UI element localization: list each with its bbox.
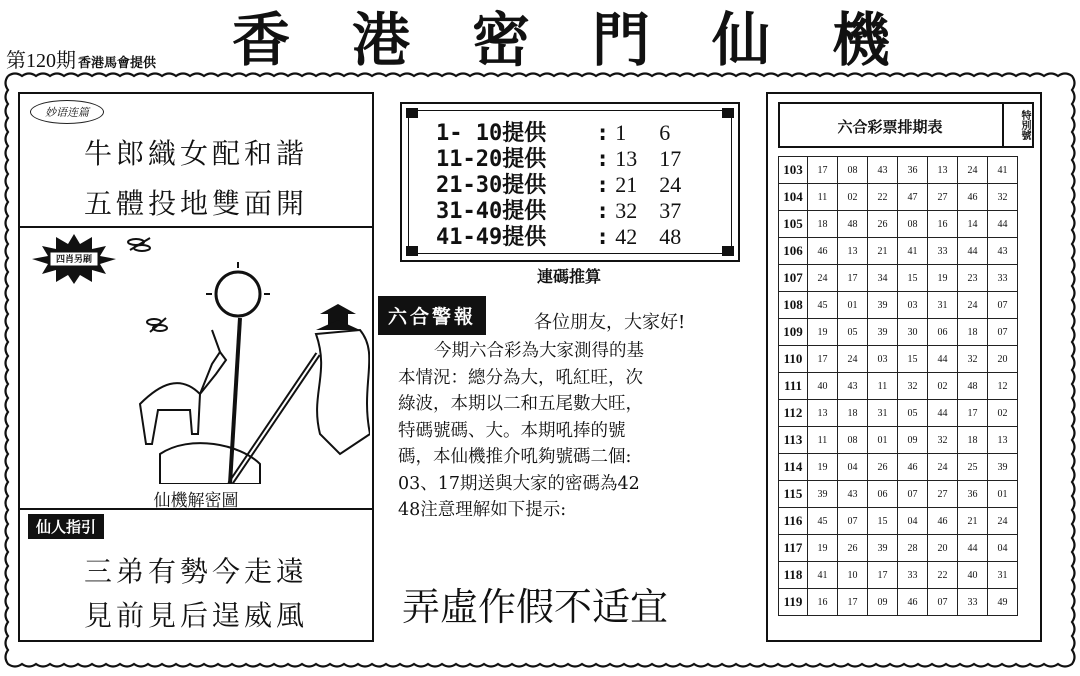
number-cell: 11 (808, 184, 838, 211)
divider (20, 226, 372, 228)
number-cell: 34 (868, 265, 898, 292)
special-number-label: 特別號 (1002, 104, 1032, 146)
number-cell: 39 (868, 535, 898, 562)
masthead-title: 香港密門仙機 (232, 6, 953, 74)
range-value-a: 21 (615, 172, 638, 197)
range-label: 31-40提供 (436, 199, 547, 224)
number-cell: 09 (898, 427, 928, 454)
couplet-bottom-line-1: 三弟有勢今走遠 (83, 555, 308, 588)
body-line: 綠波，本期以二和五尾數大旺， (398, 394, 643, 414)
number-cell: 07 (838, 508, 868, 535)
range-value-a: 42 (615, 224, 638, 249)
number-cell: 19 (928, 265, 958, 292)
right-panel (766, 92, 1042, 642)
number-cell: 43 (988, 238, 1018, 265)
range-label: 41-49提供 (436, 225, 547, 250)
number-cell: 10 (838, 562, 868, 589)
number-cell: 08 (838, 427, 868, 454)
pagoda-icon (316, 304, 360, 330)
period-cell: 118 (779, 562, 808, 589)
number-cell: 02 (838, 184, 868, 211)
colon: : (596, 225, 610, 250)
corner-icon-2 (722, 108, 734, 118)
number-cell: 21 (868, 238, 898, 265)
number-cell: 02 (928, 373, 958, 400)
table-row (779, 562, 1018, 589)
couplet-top-line-1: 牛郎織女配和諧 (83, 137, 308, 170)
number-cell: 39 (808, 481, 838, 508)
period-cell: 107 (779, 265, 808, 292)
colon: : (596, 147, 610, 172)
number-cell: 05 (898, 400, 928, 427)
number-cell: 44 (928, 400, 958, 427)
number-cell: 17 (838, 589, 868, 616)
number-cell: 40 (958, 562, 988, 589)
range-value-a: 1 (615, 120, 627, 145)
number-cell: 07 (898, 481, 928, 508)
sun-icon (216, 272, 260, 316)
number-cell: 46 (898, 454, 928, 481)
number-cell: 43 (838, 373, 868, 400)
schedule-title: 六合彩票排期表 (837, 118, 943, 136)
range-value-a: 13 (615, 146, 638, 171)
number-cell: 16 (928, 211, 958, 238)
table-row (779, 508, 1018, 535)
number-cell: 26 (838, 535, 868, 562)
number-cell: 33 (988, 265, 1018, 292)
number-cell: 46 (898, 589, 928, 616)
number-cell: 07 (988, 319, 1018, 346)
number-cell: 32 (898, 373, 928, 400)
number-cell: 44 (958, 238, 988, 265)
table-row (779, 292, 1018, 319)
period-cell: 108 (779, 292, 808, 319)
period-cell: 105 (779, 211, 808, 238)
period-cell: 110 (779, 346, 808, 373)
number-cell: 18 (958, 427, 988, 454)
number-cell: 12 (988, 373, 1018, 400)
number-cell: 17 (958, 400, 988, 427)
number-cell: 01 (838, 292, 868, 319)
number-cell: 13 (838, 238, 868, 265)
number-cell: 23 (958, 265, 988, 292)
table-row (779, 400, 1018, 427)
period-cell: 114 (779, 454, 808, 481)
range-label: 21-30提供 (436, 173, 547, 198)
number-cell: 21 (958, 508, 988, 535)
badge-label: 四肖另刷 (55, 255, 92, 265)
couplet-top-line-2: 五體投地雙面開 (83, 187, 308, 220)
period-cell: 112 (779, 400, 808, 427)
number-cell: 14 (958, 211, 988, 238)
period-cell: 104 (779, 184, 808, 211)
number-cell: 24 (988, 508, 1018, 535)
range-value-b: 24 (659, 172, 682, 197)
number-cell: 31 (988, 562, 1018, 589)
table-row (779, 211, 1018, 238)
range-row (436, 198, 681, 224)
number-cell: 07 (988, 292, 1018, 319)
mystic-illustration (80, 234, 370, 484)
number-cell: 33 (898, 562, 928, 589)
number-cell: 32 (958, 346, 988, 373)
number-cell: 45 (808, 508, 838, 535)
results-table (778, 156, 1018, 616)
number-cell: 15 (898, 265, 928, 292)
range-list (436, 120, 681, 250)
number-cell: 09 (868, 589, 898, 616)
number-cell: 40 (808, 373, 838, 400)
period-cell: 103 (779, 157, 808, 184)
corner-icon-4 (722, 246, 734, 256)
number-cell: 02 (988, 400, 1018, 427)
number-cell: 46 (928, 508, 958, 535)
number-cell: 44 (988, 211, 1018, 238)
number-cell: 31 (868, 400, 898, 427)
number-cell: 24 (928, 454, 958, 481)
number-cell: 13 (928, 157, 958, 184)
table-row (779, 346, 1018, 373)
number-cell: 17 (838, 265, 868, 292)
left-panel (18, 92, 374, 642)
wordplay-tag: 妙语连篇 (30, 100, 104, 124)
table-row (779, 265, 1018, 292)
number-cell: 01 (988, 481, 1018, 508)
table-row (779, 157, 1018, 184)
greeting-text: 各位朋友，大家好! (534, 312, 686, 333)
wordplay-tag-wrap (30, 100, 104, 124)
body-line: 03、17期送與大家的密碼為42 (398, 473, 640, 494)
number-cell: 15 (868, 508, 898, 535)
number-cell: 39 (868, 292, 898, 319)
number-cell: 32 (928, 427, 958, 454)
number-cell: 11 (808, 427, 838, 454)
number-cell: 08 (838, 157, 868, 184)
range-row (436, 224, 681, 250)
number-cell: 16 (808, 589, 838, 616)
range-label: 1- 10提供 (436, 121, 547, 146)
range-row (436, 120, 681, 146)
picture-caption: 仙機解密圖 (153, 491, 239, 511)
number-cell: 39 (988, 454, 1018, 481)
table-row (779, 481, 1018, 508)
number-cell: 49 (988, 589, 1018, 616)
corner-icon (406, 108, 418, 118)
couplet-bottom-line-2: 見前見后逞威風 (83, 599, 308, 632)
number-cell: 03 (868, 346, 898, 373)
table-row (779, 238, 1018, 265)
number-cell: 18 (808, 211, 838, 238)
colon: : (596, 121, 610, 146)
publisher-label: 香港馬會提供 (78, 56, 157, 71)
number-cell: 41 (898, 238, 928, 265)
period-cell: 115 (779, 481, 808, 508)
number-cell: 03 (898, 292, 928, 319)
number-cell: 25 (958, 454, 988, 481)
period-cell: 117 (779, 535, 808, 562)
number-cell: 48 (838, 211, 868, 238)
number-cell: 24 (838, 346, 868, 373)
number-cell: 46 (958, 184, 988, 211)
table-row (779, 535, 1018, 562)
number-cell: 20 (928, 535, 958, 562)
number-cell: 41 (808, 562, 838, 589)
number-cell: 04 (898, 508, 928, 535)
number-cell: 18 (838, 400, 868, 427)
range-value-b: 6 (659, 120, 671, 145)
number-cell: 19 (808, 454, 838, 481)
number-cell: 27 (928, 481, 958, 508)
issue-number (6, 44, 156, 73)
number-cell: 06 (868, 481, 898, 508)
number-cell: 47 (898, 184, 928, 211)
body-line: 特碼號碼、大。本期吼捧的號 (398, 420, 626, 441)
alert-label: 六合警報 (378, 296, 486, 335)
table-row (779, 589, 1018, 616)
range-value-b: 48 (659, 224, 682, 249)
number-cell: 19 (808, 535, 838, 562)
number-cell: 17 (808, 157, 838, 184)
number-cell: 33 (958, 589, 988, 616)
number-cell: 26 (868, 211, 898, 238)
number-cell: 27 (928, 184, 958, 211)
number-cell: 07 (928, 589, 958, 616)
period-cell: 116 (779, 508, 808, 535)
table-row (779, 184, 1018, 211)
dragonfly-icon (128, 238, 150, 251)
number-cell: 04 (988, 535, 1018, 562)
number-cell: 08 (898, 211, 928, 238)
period-cell: 119 (779, 589, 808, 616)
number-cell: 15 (898, 346, 928, 373)
number-cell: 19 (808, 319, 838, 346)
period-cell: 111 (779, 373, 808, 400)
number-cell: 04 (838, 454, 868, 481)
number-cell: 05 (838, 319, 868, 346)
divider-2 (20, 508, 372, 510)
body-line: 今期六合彩為大家測得的基 (434, 341, 644, 361)
period-cell: 106 (779, 238, 808, 265)
colon: : (596, 173, 610, 198)
number-cell: 24 (958, 292, 988, 319)
range-label: 11-20提供 (436, 147, 547, 172)
body-text (398, 338, 758, 524)
number-cell: 17 (868, 562, 898, 589)
table-row (779, 373, 1018, 400)
number-cell: 43 (868, 157, 898, 184)
number-cell: 41 (988, 157, 1018, 184)
number-cell: 17 (808, 346, 838, 373)
body-line: 本情況：總分為大，吼紅旺，次 (398, 367, 643, 388)
slogan: 弄虛作假不适宜 (402, 585, 669, 629)
number-cell: 20 (988, 346, 1018, 373)
body-line: 碼，本仙機推介吼夠號碼二個: (398, 447, 632, 467)
range-value-a: 32 (615, 198, 638, 223)
number-cell: 24 (958, 157, 988, 184)
number-cell: 06 (928, 319, 958, 346)
middle-panel (374, 92, 764, 638)
number-cell: 36 (958, 481, 988, 508)
number-cell: 33 (928, 238, 958, 265)
issue-label: 第120期 (6, 50, 76, 72)
number-cell: 13 (808, 400, 838, 427)
number-cell: 11 (868, 373, 898, 400)
number-cell: 31 (928, 292, 958, 319)
number-cell: 36 (898, 157, 928, 184)
number-cell: 48 (958, 373, 988, 400)
number-cell: 32 (988, 184, 1018, 211)
number-cell: 24 (808, 265, 838, 292)
dragonfly-icon-2 (147, 318, 167, 332)
table-row (779, 427, 1018, 454)
box-caption: 連碼推算 (536, 267, 601, 286)
guide-label: 仙人指引 (28, 514, 104, 539)
range-value-b: 17 (659, 146, 682, 171)
range-row (436, 172, 681, 198)
body-line: 48注意理解如下提示: (398, 500, 567, 520)
number-cell: 18 (958, 319, 988, 346)
number-cell: 30 (898, 319, 928, 346)
number-cell: 22 (868, 184, 898, 211)
number-cell: 13 (988, 427, 1018, 454)
range-value-b: 37 (659, 198, 682, 223)
number-cell: 26 (868, 454, 898, 481)
table-row (779, 319, 1018, 346)
number-cell: 01 (868, 427, 898, 454)
number-cell: 28 (898, 535, 928, 562)
period-cell: 109 (779, 319, 808, 346)
number-cell: 45 (808, 292, 838, 319)
table-row (779, 454, 1018, 481)
corner-icon-3 (406, 246, 418, 256)
number-cell: 44 (928, 346, 958, 373)
colon: : (596, 199, 610, 224)
number-cell: 39 (868, 319, 898, 346)
number-cell: 46 (808, 238, 838, 265)
period-cell: 113 (779, 427, 808, 454)
schedule-header (778, 102, 1034, 148)
number-cell: 43 (838, 481, 868, 508)
range-row (436, 146, 681, 172)
number-cell: 22 (928, 562, 958, 589)
number-cell: 44 (958, 535, 988, 562)
numbers-box (400, 102, 740, 262)
deer-icon (140, 330, 226, 444)
